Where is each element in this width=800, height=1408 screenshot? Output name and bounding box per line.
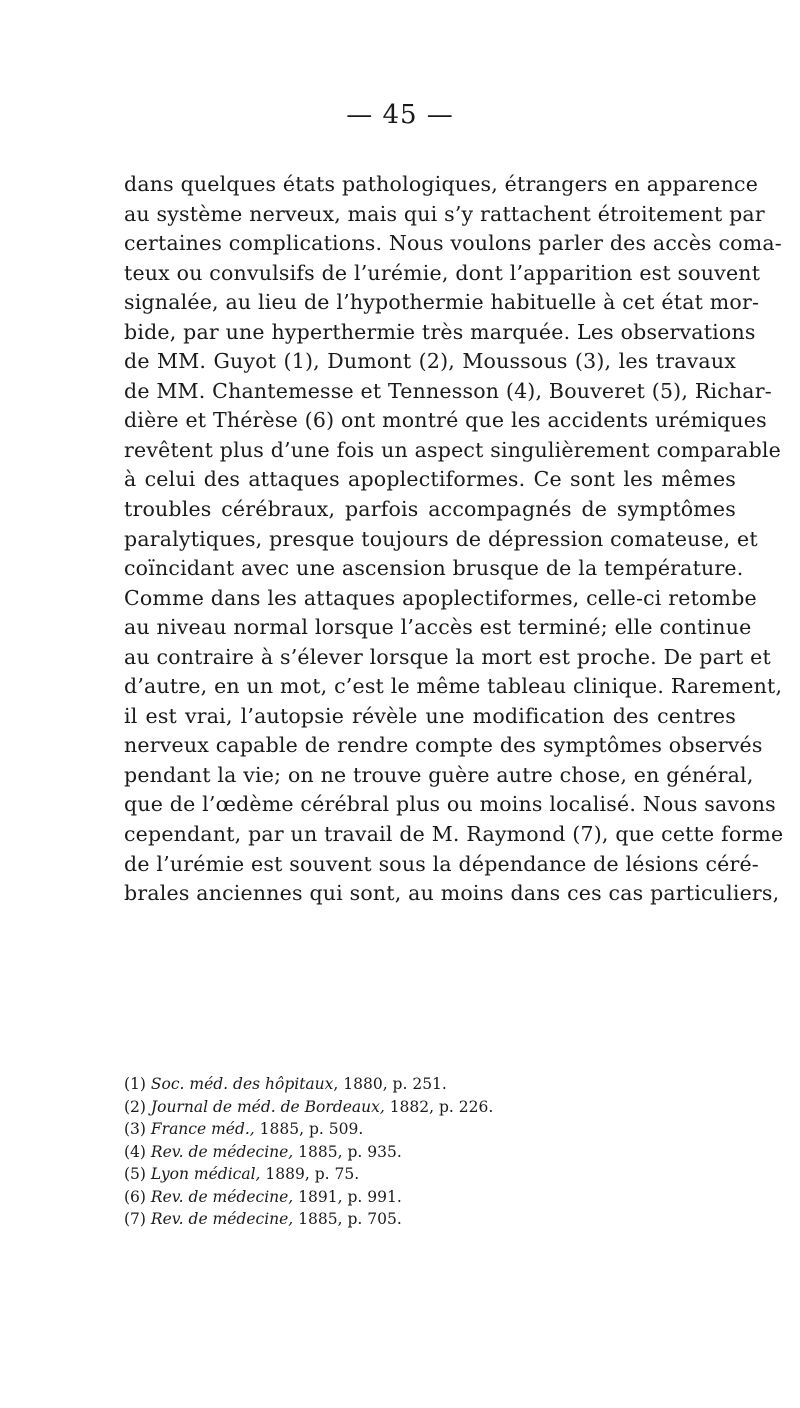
- text-line: de MM. Chantemesse et Tennesson (4), Bouveret (5), Richar-: [124, 378, 772, 403]
- footnote: [124, 1186, 736, 1209]
- footnote-number: (2): [124, 1097, 146, 1116]
- text-line: signalée, au lieu de l’hypothermie habituelle à cet état mor-: [124, 290, 760, 315]
- text-line: à celui des attaques apoplectiformes. Ce sont les mêmes: [124, 467, 736, 492]
- footnote-details: 1885, p. 509.: [254, 1120, 364, 1138]
- text-line: de l’urémie est souvent sous la dépendance de lésions céré-: [124, 851, 759, 876]
- footnote-details: 1889, p. 75.: [260, 1165, 360, 1183]
- footnote-source: Rev. de médecine,: [150, 1210, 294, 1228]
- footnote-number: (7): [124, 1210, 146, 1228]
- text-line: bide, par une hyperthermie très marquée. Les observations: [124, 319, 756, 344]
- footnote-details: , 1880, p. 251.: [333, 1075, 447, 1093]
- footnotes: [124, 1073, 736, 1231]
- text-line: certaines complications. Nous voulons parler des accès coma-: [124, 231, 782, 256]
- footnote: [124, 1141, 736, 1164]
- text-line: troubles cérébraux, parfois accompagnés de symptômes: [124, 497, 736, 522]
- text-line: dans quelques états pathologiques, étrangers en apparence: [124, 172, 759, 196]
- footnote-number: (6): [124, 1187, 146, 1206]
- footnote-details: 1882, p. 226.: [384, 1097, 494, 1116]
- footnote-source: Soc. méd. des hôpitaux: [150, 1075, 334, 1093]
- footnote: [124, 1096, 736, 1119]
- footnote-number: (1): [124, 1075, 146, 1093]
- footnote: [124, 1208, 736, 1231]
- footnote-details: 1885, p. 935.: [293, 1142, 402, 1161]
- text-line: au système nerveux, mais qui s’y rattachent étroitement par: [124, 201, 765, 226]
- text-line: cependant, par un travail de M. Raymond (7), que cette forme: [124, 822, 784, 847]
- footnote-number: (3): [124, 1120, 146, 1138]
- text-line: brales anciennes qui sont, au moins dans ces cas particuliers,: [124, 881, 780, 906]
- footnote-details: 1885, p. 705.: [293, 1210, 402, 1228]
- footnote: [124, 1118, 736, 1141]
- footnote-source: Lyon médical,: [150, 1165, 261, 1183]
- text-line: il est vrai, l’autopsie révèle une modification des centres: [124, 703, 736, 728]
- page-number: — 45 —: [346, 100, 454, 130]
- footnote: [124, 1073, 736, 1096]
- text-line: Comme dans les attaques apoplectiformes, celle-ci retombe: [124, 585, 757, 610]
- text-line: nerveux capable de rendre compte des symptômes observés: [124, 733, 763, 758]
- text-line: paralytiques, presque toujours de dépression comateuse, et: [124, 526, 758, 551]
- text-line: de MM. Guyot (1), Dumont (2), Moussous (3), les travaux: [124, 349, 736, 374]
- text-line: dière et Thérèse (6) ont montré que les accidents urémiques: [124, 408, 767, 433]
- footnote-source: Rev. de médecine,: [150, 1187, 294, 1206]
- body-text: [124, 170, 784, 909]
- footnote: [124, 1163, 736, 1186]
- text-line: coïncidant avec une ascension brusque de la température.: [124, 556, 744, 581]
- footnote-number: (4): [124, 1142, 146, 1161]
- text-line: revêtent plus d’une fois un aspect singulièrement comparable: [124, 437, 782, 462]
- footnote-number: (5): [124, 1165, 146, 1183]
- text-line: pendant la vie; on ne trouve guère autre chose, en général,: [124, 762, 754, 787]
- footnote-source: France méd.,: [150, 1120, 255, 1138]
- text-line: que de l’œdème cérébral plus ou moins localisé. Nous savons: [124, 792, 776, 817]
- footnote-source: Rev. de médecine,: [150, 1142, 294, 1161]
- footnote-source: Journal de méd. de Bordeaux,: [150, 1097, 385, 1116]
- text-line: au contraire à s’élever lorsque la mort est proche. De part et: [124, 644, 771, 669]
- text-line: d’autre, en un mot, c’est le même tableau clinique. Rarement,: [124, 674, 783, 699]
- footnote-details: 1891, p. 991.: [293, 1187, 402, 1206]
- text-line: au niveau normal lorsque l’accès est terminé; elle continue: [124, 615, 752, 640]
- text-line: teux ou convulsifs de l’urémie, dont l’apparition est souvent: [124, 260, 761, 285]
